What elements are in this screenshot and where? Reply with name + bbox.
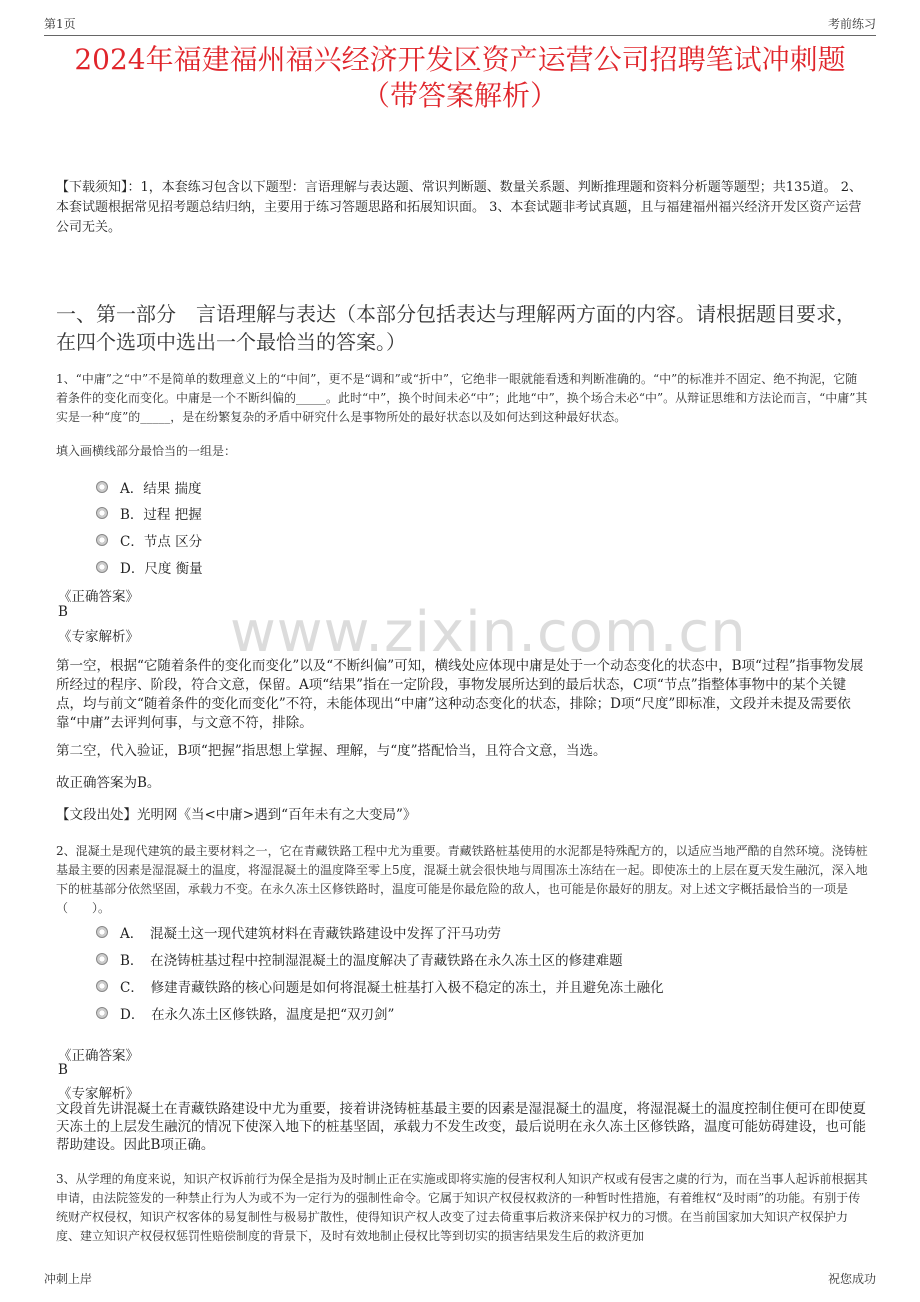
title-line-2: （带答案解析） [361, 79, 558, 112]
q2-option-b[interactable]: B． 在浇铸桩基过程中控制湿混凝土的温度解决了青藏铁路在永久冻土区的修建难题 [96, 949, 623, 969]
page-footer [44, 1270, 876, 1287]
q1-analysis-label: 《专家解析》 [58, 629, 139, 645]
title-line-1: 2024年福建福州福兴经济开发区资产运营公司招聘笔试冲刺题 [74, 43, 846, 76]
radio-icon[interactable] [96, 980, 108, 992]
question-1-stem: 1、“中庸”之“中”不是简单的数理意义上的“中间”，更不是“调和”或“折中”，它绝非一眼就能看透和判断准确的。“中”的标准并不固定、绝不拘泥，它随着条件的变化而变化。中庸是一个不断纠偏的_____。此时“中”，换个时间未必“中”；此地“中”，换个场合未必“中”。从辩证思维和方法论而言，“中庸”其实是一种“度”的_____，是在纷繁复杂的矛盾中研究什么是事物所处的最好状态以及如何达到这种最好状态。 [56, 372, 868, 424]
watermark: www.zixin.com.cn [230, 600, 747, 665]
q1-answer-label: 《正确答案》 [58, 589, 139, 605]
footer-left-text: 冲刺上岸 [44, 1272, 93, 1286]
radio-icon[interactable] [96, 481, 108, 493]
q1-answer: B [58, 604, 68, 620]
q1-conclusion: 故正确答案为B。 [56, 775, 161, 791]
radio-icon[interactable] [96, 926, 108, 938]
q1-option-d[interactable]: D．尺度 衡量 [96, 557, 203, 577]
header-right-text: 考前练习 [827, 17, 876, 31]
document-title [40, 42, 880, 114]
q1-analysis-2: 第二空，代入验证，B项“把握”指思想上掌握、理解，与“度”搭配恰当，且符合文意，当选。 [56, 743, 607, 759]
footer-right-text: 祝您成功 [827, 1272, 876, 1286]
page-header [44, 10, 876, 36]
q1-option-b[interactable]: B．过程 把握 [96, 503, 202, 523]
page-number: 第1页 [44, 17, 76, 31]
q2-option-d[interactable]: D． 在永久冻土区修铁路，温度是把“双刃剑” [96, 1003, 394, 1023]
download-notice: 【下载须知】：1，本套练习包含以下题型：言语理解与表达题、常识判断题、数量关系题、判断推理题和资料分析题等题型；共135道。 2、本套试题根据常见招考题总结归纳，主要用于练习答题思路和拓展知识面。 3、本套试题非考试真题，且与福建福州福兴经济开发区资产运营公司无关。 [56, 180, 862, 235]
radio-icon[interactable] [96, 953, 108, 965]
q2-analysis: 文段首先讲混凝土在青藏铁路建设中尤为重要，接着讲浇铸桩基最主要的因素是湿混凝土的温度，将湿混凝土的温度控制住便可在即使夏天冻土的上层发生融沉的情况下使深入地下的桩基坚固，承载力不发生改变，最后说明在永久冻土区修铁路，温度可能妨碍建设，也可能帮助建设。因此B项正确。 [56, 1101, 866, 1153]
q2-option-c[interactable]: C． 修建青藏铁路的核心问题是如何将混凝土桩基打入极不稳定的冻土，并且避免冻土融化 [96, 976, 664, 996]
q1-option-a[interactable]: A．结果 揣度 [96, 477, 202, 497]
radio-icon[interactable] [96, 507, 108, 519]
radio-icon[interactable] [96, 534, 108, 546]
radio-icon[interactable] [96, 1007, 108, 1019]
q2-option-a[interactable]: A． 混凝土这一现代建筑材料在青藏铁路建设中发挥了汗马功劳 [96, 922, 501, 942]
q1-option-c[interactable]: C．节点 区分 [96, 530, 202, 550]
q2-answer-label: 《正确答案》 [58, 1048, 139, 1064]
q2-analysis-label: 《专家解析》 [58, 1086, 139, 1102]
question-3-stem: 3、从学理的角度来说，知识产权诉前行为保全是指为及时制止正在实施或即将实施的侵害权利人知识产权或有侵害之虞的行为，而在当事人起诉前根据其申请，由法院签发的一种禁止行为人为或不为一定行为的强制性命令。它属于知识产权侵权救济的一种暂时性措施，有着维权“及时雨”的功能。有别于传统财产权侵权，知识产权客体的易复制性与极易扩散性，使得知识产权人改变了过去倚重事后救济来保护权力的习惯。在当前国家加大知识产权保护力度、建立知识产权侵权惩罚性赔偿制度的背景下，及时有效地制止侵权比等到切实的损害结果发生后的救济更加 [56, 1172, 868, 1243]
q1-source: 【文段出处】光明网《当<中庸>遇到“百年未有之大变局”》 [56, 807, 417, 823]
section-heading: 一、第一部分 言语理解与表达（本部分包括表达与理解两方面的内容。请根据题目要求，在四个选项中选出一个最恰当的答案。） [56, 302, 856, 354]
question-1-prompt: 填入画横线部分最恰当的一组是： [56, 444, 237, 458]
radio-icon[interactable] [96, 561, 108, 573]
question-2-stem: 2、混凝土是现代建筑的最主要材料之一，它在青藏铁路工程中尤为重要。青藏铁路桩基使用的水泥都是特殊配方的，以适应当地严酷的自然环境。浇铸桩基最主要的因素是湿混凝土的温度，将湿混凝土的温度降至零上5度，混凝土就会很快地与周围冻土冻结在一起。即使冻土的上层在夏天发生融沉，深入地下的桩基部分依然坚固，承载力不变。在永久冻土区修铁路时，温度可能是你最危险的敌人，也可能是你最好的朋友。对上述文字概括最恰当的一项是（ ）。 [56, 844, 868, 915]
q1-analysis-1: 第一空，根据“它随着条件的变化而变化”以及“不断纠偏”可知，横线处应体现中庸是处于一个动态变化的状态中，B项“过程”指事物发展所经过的程序、阶段，符合文意，保留。A项“结果”指在一定阶段，事物发展所达到的最后状态，C项“节点”指整体事物中的某个关键点，均与前文“随着条件的变化而变化”不符，未能体现出“中庸”这种动态变化的状态，排除；D项“尺度”即标准，文段并未提及需要依靠“中庸”去评判何事，与文意不符，排除。 [56, 658, 864, 731]
q2-answer: B [58, 1062, 68, 1078]
